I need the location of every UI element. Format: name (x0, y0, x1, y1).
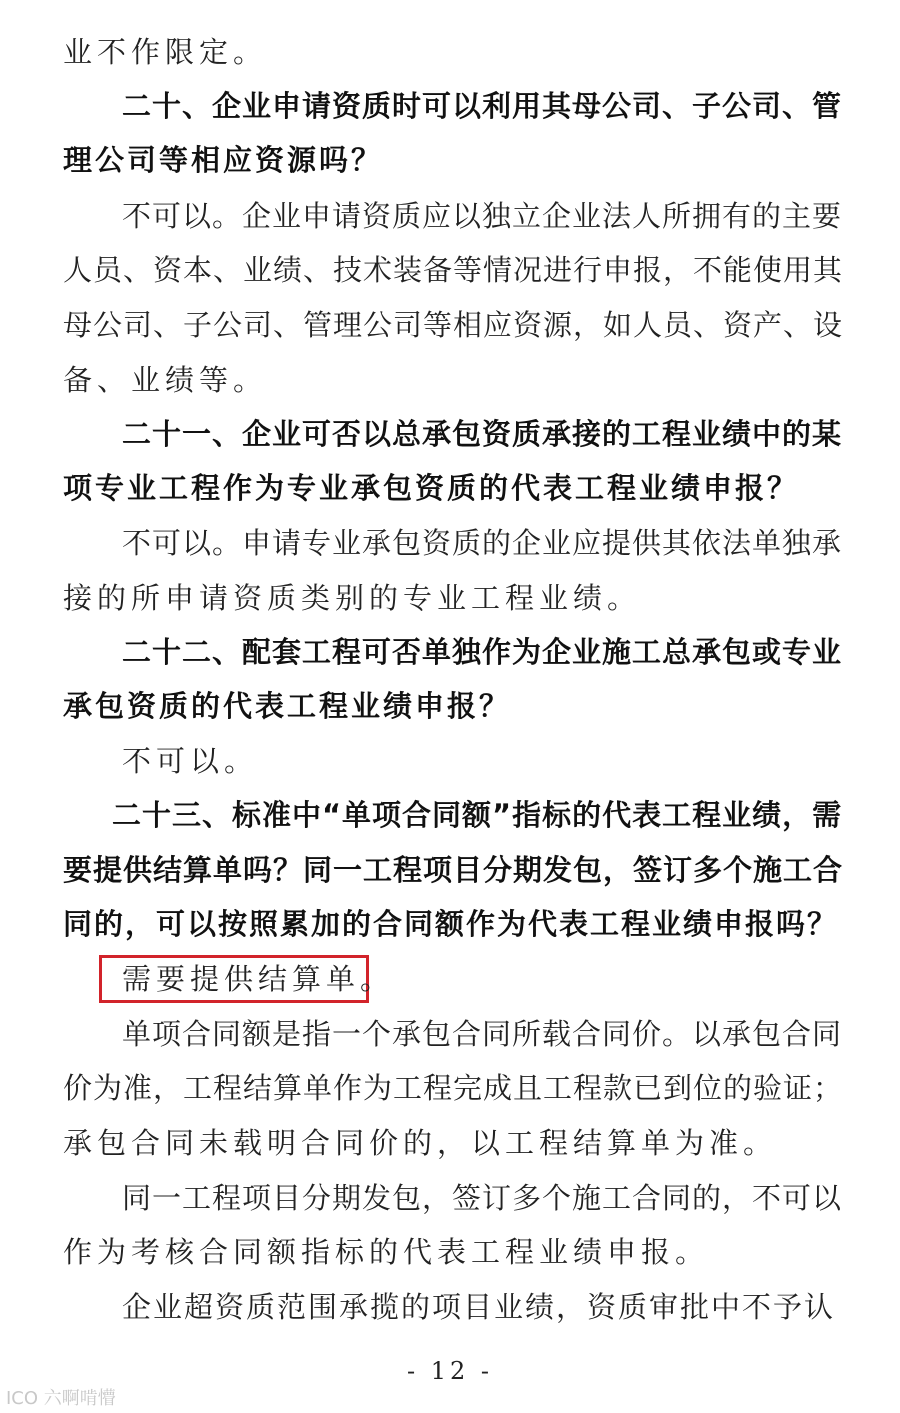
question-heading: 二十、企业申请资质时可以利用其母公司、子公司、管 (122, 89, 843, 123)
answer-line: 不可以。企业申请资质应以独立企业法人所拥有的主要 (122, 199, 843, 233)
answer-line: 单项合同额是指一个承包合同所载合同价。以承包合同 (122, 1017, 843, 1051)
answer-line: 母公司、子公司、管理公司等相应资源，如人员、资产、设 (63, 308, 844, 342)
answer-line: 人员、资本、业绩、技术装备等情况进行申报，不能使用其 (63, 253, 844, 287)
answer-line: 接的所申请资质类别的专业工程业绩。 (63, 581, 642, 615)
highlighted-answer-line: 需要提供结算单。 (122, 962, 395, 996)
question-heading: 要提供结算单吗？同一工程项目分期发包，签订多个施工合 (63, 853, 844, 887)
question-heading: 同的，可以按照累加的合同额作为代表工程业绩申报吗？ (63, 907, 839, 941)
question-heading: 承包资质的代表工程业绩申报？ (63, 689, 512, 723)
answer-line: 企业超资质范围承揽的项目业绩，资质审批中不予认 (122, 1290, 836, 1324)
watermark: ICO 六啊啃懵 (6, 1388, 116, 1409)
answer-line: 承包合同未载明合同价的，以工程结算单为准。 (63, 1126, 778, 1160)
question-heading: 项专业工程作为专业承包资质的代表工程业绩申报？ (63, 471, 800, 505)
answer-line: 价为准，工程结算单作为工程完成且工程款已到位的验证； (63, 1071, 844, 1105)
page-number: - 12 - (406, 1357, 493, 1385)
answer-line: 同一工程项目分期发包，签订多个施工合同的，不可以 (122, 1181, 843, 1215)
text-line: 业不作限定。 (63, 35, 268, 69)
answer-line: 不可以。申请专业承包资质的企业应提供其依法单独承 (122, 526, 843, 560)
answer-line: 作为考核合同额指标的代表工程业绩申报。 (63, 1235, 710, 1269)
question-heading: 二十二、配套工程可否单独作为企业施工总承包或专业 (122, 635, 843, 669)
answer-line: 不可以。 (122, 744, 259, 778)
question-heading: 二十三、标准中“单项合同额”指标的代表工程业绩，需 (112, 798, 843, 832)
question-heading: 二十一、企业可否以总承包资质承接的工程业绩中的某 (122, 417, 843, 451)
answer-line: 备、业绩等。 (63, 363, 268, 397)
question-heading: 理公司等相应资源吗？ (63, 143, 384, 177)
